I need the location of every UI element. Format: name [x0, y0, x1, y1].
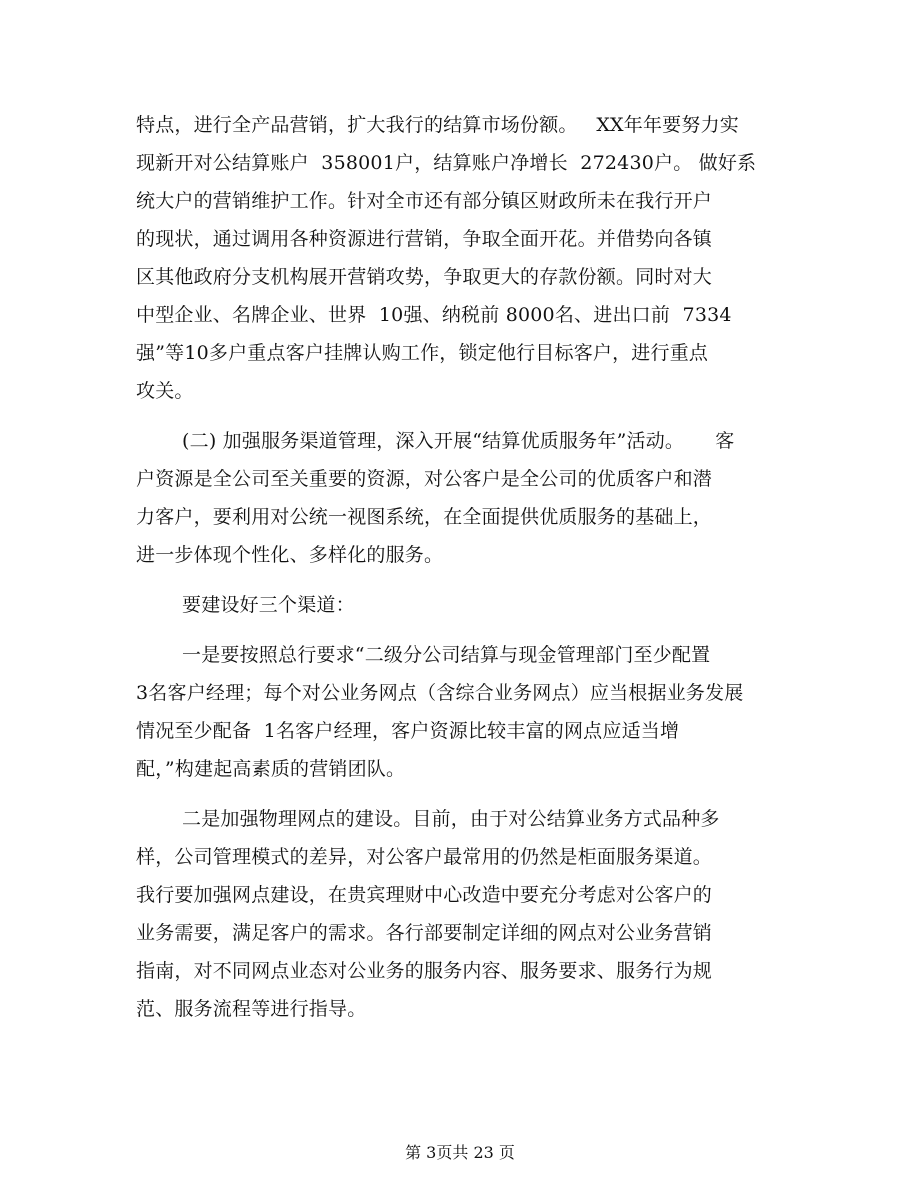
body-line-15: 3名客户经理；每个对公业务网点（含综合业务网点）应当根据业务发展 [136, 682, 744, 704]
body-line-14: 一是要按照总行要求“二级分公司结算与现金管理部门至少配置 [182, 644, 711, 666]
body-line-8: 攻关。 [136, 380, 194, 402]
body-line-6: 中型企业、名牌企业、世界 10强、纳税前 8000名、进出口前 7334 [136, 304, 732, 326]
body-line-5: 区其他政府分支机构展开营销攻势，争取更大的存款份额。同时对大 [136, 266, 713, 288]
body-line-10: 户资源是全公司至关重要的资源，对公客户是全公司的优质客户和潜 [136, 468, 713, 490]
channels-intro-line: 要建设好三个渠道： [182, 594, 355, 616]
page-footer: 第 3页共 23 页 [405, 1143, 515, 1162]
body-line-20: 我行要加强网点建设，在贵宾理财中心改造中要充分考虑对公客户的 [136, 884, 713, 906]
section-heading-line: (二) 加强服务渠道管理，深入开展“结算优质服务年”活动。 客 [182, 430, 735, 452]
body-line-16: 情况至少配备 1名客户经理，客户资源比较丰富的网点应适当增 [136, 720, 680, 742]
body-line-11: 力客户，要利用对公统一视图系统，在全面提供优质服务的基础上， [136, 506, 713, 528]
body-line-22: 指南，对不同网点业态对公业务的服务内容、服务要求、服务行为规 [136, 960, 713, 982]
body-line-7: 强”等10多户重点客户挂牌认购工作，锁定他行目标客户，进行重点 [136, 342, 709, 364]
body-line-1: 特点，进行全产品营销，扩大我行的结算市场份额。 XX年年要努力实 [136, 114, 739, 136]
body-line-19: 样，公司管理模式的差异，对公客户最常用的仍然是柜面服务渠道。 [136, 846, 713, 868]
body-line-18: 二是加强物理网点的建设。目前，由于对公结算业务方式品种多 [182, 808, 720, 830]
body-line-23: 范、服务流程等进行指导。 [136, 998, 367, 1020]
body-line-21: 业务需要，满足客户的需求。各行部要制定详细的网点对公业务营销 [136, 922, 713, 944]
body-line-2: 现新开对公结算账户 358001户，结算账户净增长 272430户。 做好系 [136, 152, 757, 174]
body-line-12: 进一步体现个性化、多样化的服务。 [136, 544, 444, 566]
body-line-4: 的现状，通过调用各种资源进行营销，争取全面开花。并借势向各镇 [136, 228, 713, 250]
body-line-3: 统大户的营销维护工作。针对全市还有部分镇区财政所未在我行开户 [136, 190, 713, 212]
body-line-17: 配，”构建起高素质的营销团队。 [136, 758, 406, 780]
